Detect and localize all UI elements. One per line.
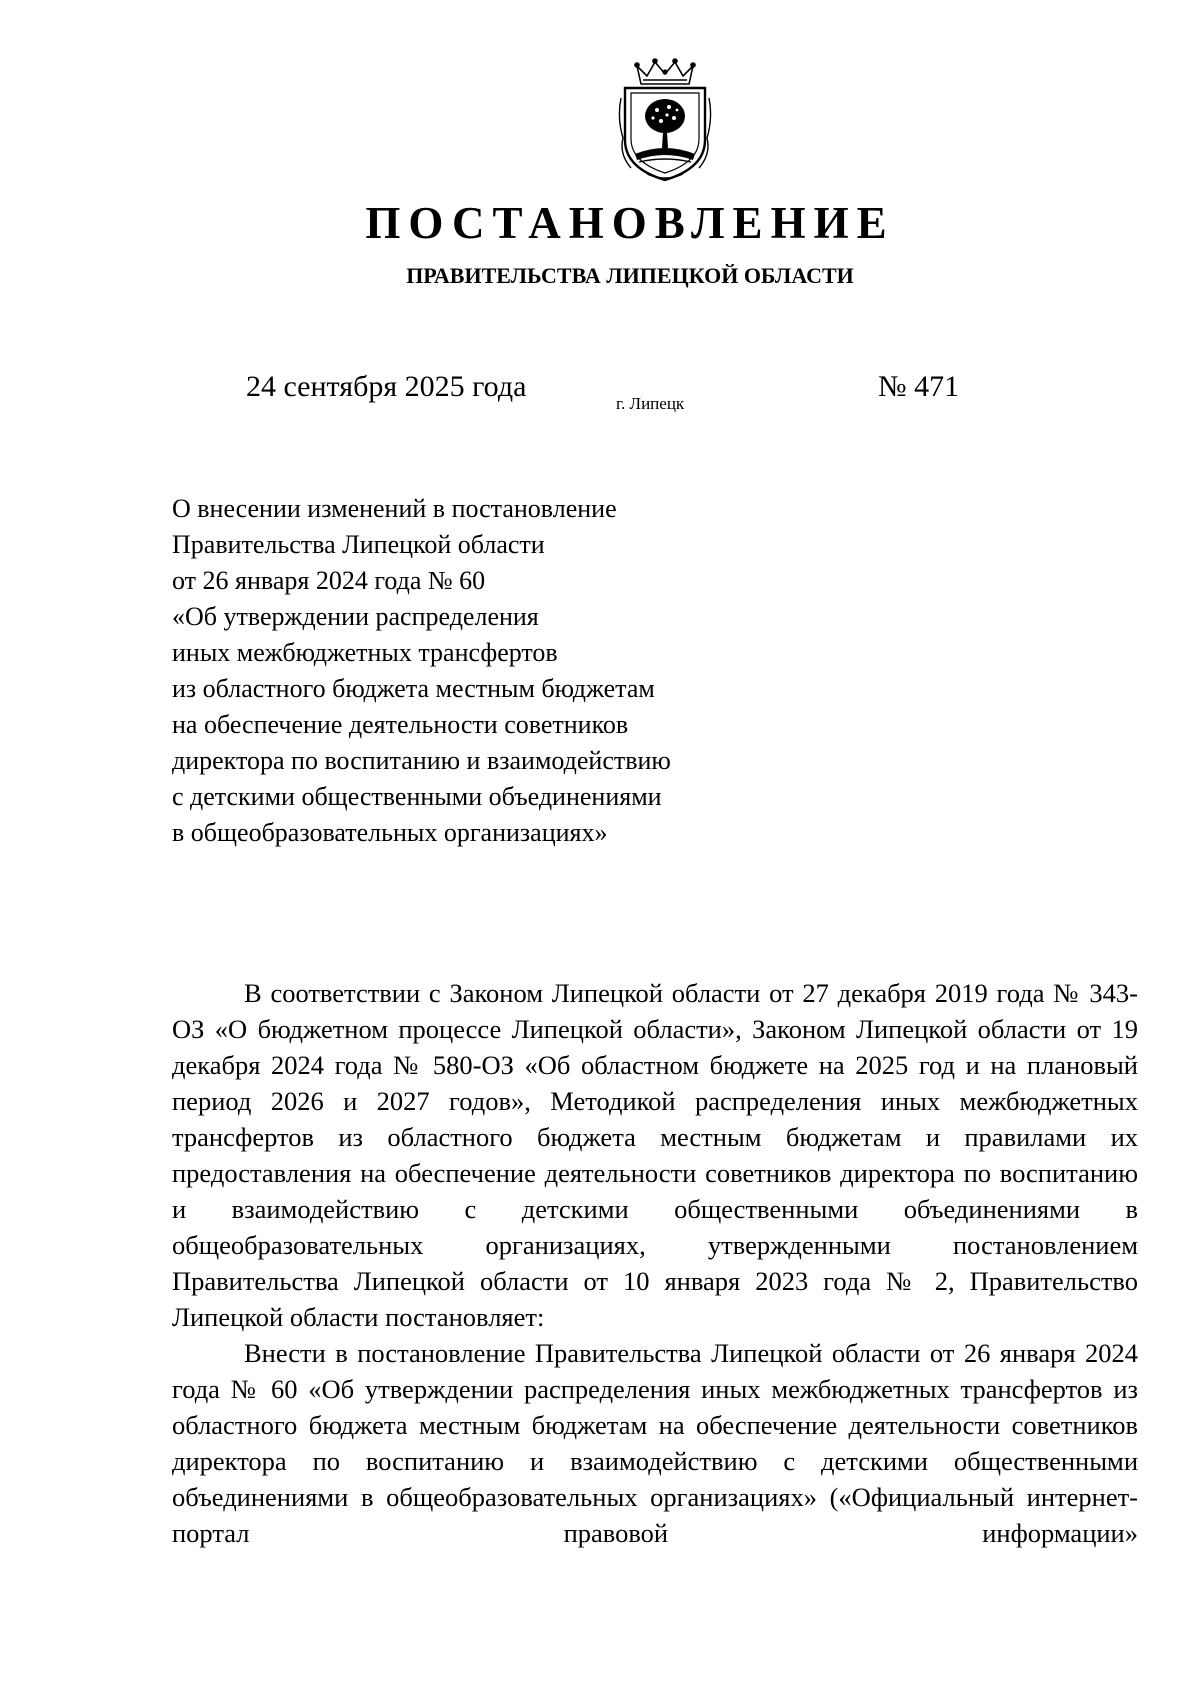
subject-line: с детскими общественными объединениями [172,782,662,811]
document-date: 24 сентября 2025 года [246,370,527,403]
subject-line: на обеспечение деятельности советников [172,710,629,739]
subject-line: Правительства Липецкой области [172,530,545,559]
subject-line: О внесении изменений в постановление [172,494,617,523]
document-city: г. Липецк [616,394,685,413]
document-body [172,975,1138,1551]
document-number: № 471 [878,370,960,403]
body-paragraph-preamble: В соответствии с Законом Липецкой области от 27 декабря 2019 года № 343-ОЗ «О бюджетном процессе Липецкой области», Законом Липецкой области от 19 декабря 2024 года № 580-ОЗ «Об областном бюджете на 2025 год и на плановый период 2026 и 2027 годов», Методикой распределения иных межбюджетных трансфертов из областного бюджета местным бюджетам и правилами их предоставления на обеспечение деятельности советников директора по воспитанию и взаимодействию с детскими общественными объединениями в общеобразовательных организациях, утвержденными постановлением Правительства Липецкой области от 10 января 2023 года № 2, Правительство Липецкой области постановляет: [172,978,1138,1332]
subject-line: от 26 января 2024 года № 60 [172,566,486,595]
document-type-title: ПОСТАНОВЛЕНИЕ [365,198,895,248]
document-subject [172,491,671,851]
lipetsk-coat-of-arms-icon [617,58,713,184]
subject-line: из областного бюджета местным бюджетам [172,674,655,703]
subject-line: иных межбюджетных трансфертов [172,638,558,667]
coat-of-arms-emblem [617,58,713,184]
body-paragraph-resolution: Внести в постановление Правительства Липецкой области от 26 января 2024 года № 60 «Об утверждении распределения иных межбюджетных трансфертов из областного бюджета местным бюджетам на обеспечение деятельности советников директора по воспитанию и взаимодействию с детскими общественными объединениями в общеобразовательных организациях» («Официальный интернет-портал правовой информации» [172,1338,1138,1548]
subject-line: в общеобразовательных организациях» [172,818,608,847]
issuer-name: ПРАВИТЕЛЬСТВА ЛИПЕЦКОЙ ОБЛАСТИ [406,263,854,288]
subject-line: «Об утверждении распределения [172,602,539,631]
subject-line: директора по воспитанию и взаимодействию [172,746,671,775]
